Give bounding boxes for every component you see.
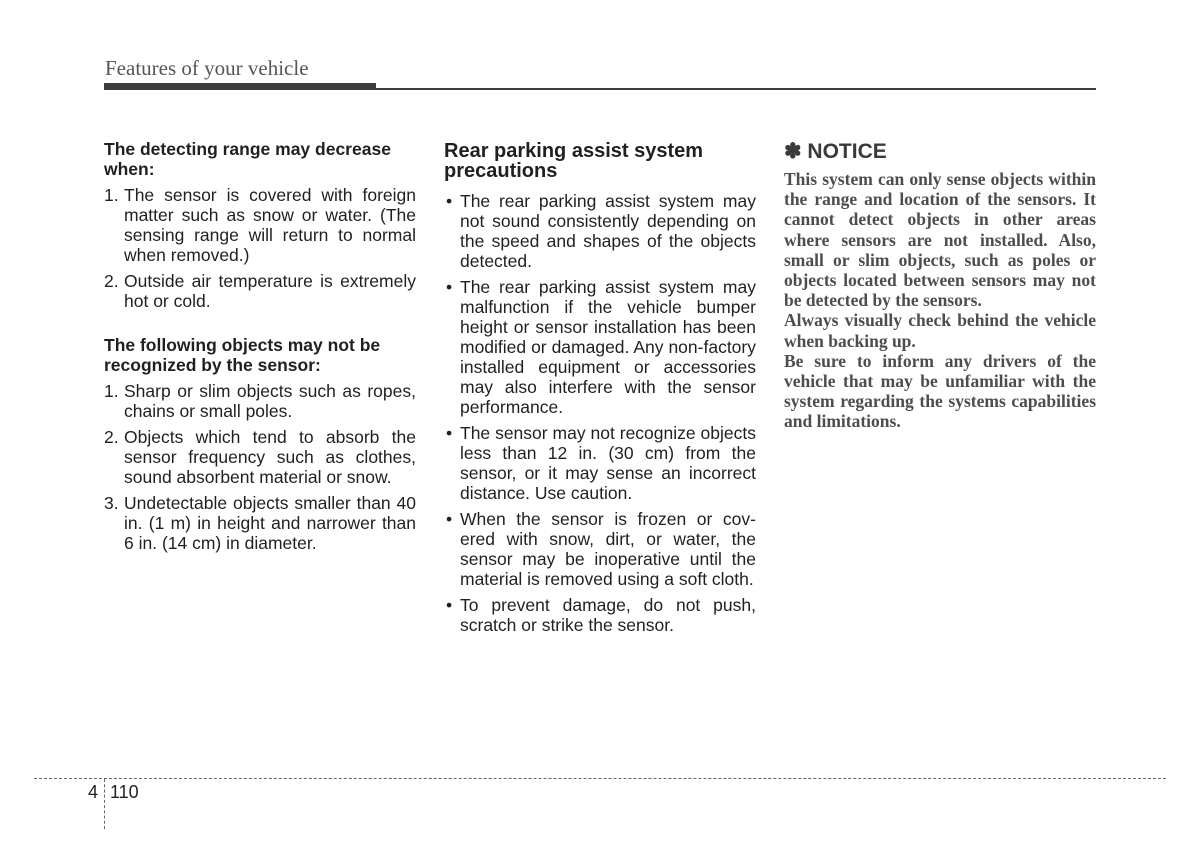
- list-item: [444, 423, 756, 503]
- item-text: The rear parking assist system may not sound consistently depending on the speed and shapes of the objects detected.: [460, 191, 756, 271]
- list-item: [104, 493, 416, 553]
- list-item: [444, 595, 756, 635]
- item-text: The sensor may not recognize objects less than 12 in. (30 cm) from the sensor, or it may sense an incorrect distance. Use caution.: [460, 423, 756, 503]
- item-text: When the sensor is frozen or cov-ered with snow, dirt, or water, the sensor may be inoperative until the material is removed using a soft cloth.: [460, 509, 756, 589]
- header-rule: [104, 88, 1096, 90]
- column-right-notice: [784, 139, 1096, 432]
- list-item: [444, 277, 756, 417]
- chapter-number: 4: [88, 782, 99, 802]
- item-text: The rear parking assist system may malfunction if the vehicle bumper height or sensor installation has been modified or damaged. Any non-factory installed equipment or accessories may also interfere with the sensor performance.: [460, 277, 756, 417]
- detecting-range-heading: The detecting range may decrease when:: [104, 139, 391, 179]
- precautions-list: [444, 191, 756, 635]
- footer-divider: [104, 779, 105, 829]
- bullet: •: [446, 509, 453, 529]
- unrecognized-objects-list: [104, 381, 416, 553]
- column-left: [104, 139, 416, 577]
- unrecognized-objects-heading: The following objects may not be recognized by the sensor:: [104, 335, 381, 375]
- detecting-range-list: [104, 185, 416, 311]
- item-text: Objects which tend to absorb the sensor frequency such as clothes, sound absorbent material or snow.: [124, 427, 416, 487]
- page-number: 110: [110, 782, 139, 802]
- notice-paragraph: Always visually check behind the vehicle when backing up.: [784, 310, 1096, 351]
- list-item: [104, 427, 416, 487]
- list-item: [104, 381, 416, 421]
- list-item: [444, 509, 756, 589]
- page-header-title: Features of your vehicle: [105, 56, 309, 80]
- column-middle: [444, 139, 756, 641]
- bullet: •: [446, 191, 453, 211]
- item-text: To prevent damage, do not push, scratch or strike the sensor.: [460, 595, 756, 635]
- notice-paragraph: Be sure to inform any drivers of the vehicle that may be unfamiliar with the system regarding the systems capabilities and limitations.: [784, 350, 1096, 432]
- list-item: [444, 191, 756, 271]
- item-number: 1.: [104, 381, 119, 401]
- bullet: •: [446, 595, 453, 615]
- item-text: Sharp or slim objects such as ropes, chains or small poles.: [124, 381, 416, 421]
- list-item: [104, 185, 416, 265]
- item-text: Outside air temperature is extremely hot or cold.: [124, 271, 416, 311]
- list-item: [104, 271, 416, 311]
- footer-rule: [34, 778, 1166, 779]
- notice-paragraph: This system can only sense objects within the range and location of the sensors. It cannot detect objects in other areas where sensors are not installed. Also, small or slim objects, such as poles or objects located between sensors may not be detected by the sensors.: [784, 169, 1096, 311]
- item-text: Undetectable objects smaller than 40 in. (1 m) in height and narrower than 6 in. (14 cm) in diameter.: [124, 493, 416, 553]
- item-text: The sensor is covered with foreign matter such as snow or water. (The sensing range will return to normal when removed.): [124, 185, 416, 265]
- item-number: 2.: [104, 427, 119, 447]
- section-title: Rear parking assist system precautions: [444, 140, 704, 182]
- item-number: 1.: [104, 185, 119, 205]
- item-number: 2.: [104, 271, 119, 291]
- notice-title: ✽ NOTICE: [784, 140, 887, 163]
- bullet: •: [446, 423, 453, 443]
- item-number: 3.: [104, 493, 119, 513]
- bullet: •: [446, 277, 453, 297]
